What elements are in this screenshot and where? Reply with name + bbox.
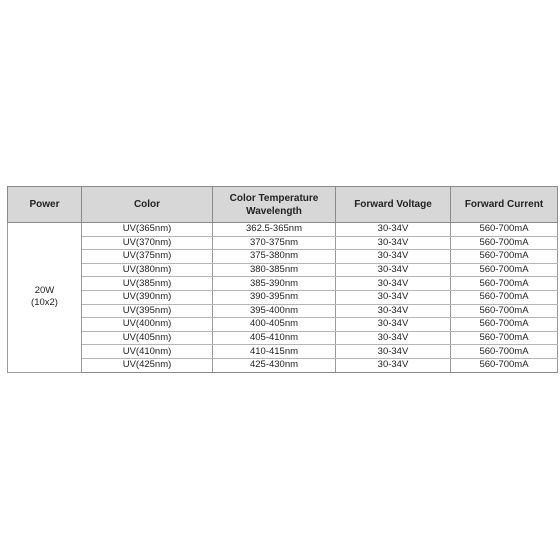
header-wavelength-line1: Color Temperature <box>229 192 319 204</box>
current-cell: 560-700mA <box>451 263 558 277</box>
table-row <box>8 277 558 291</box>
color-cell: UV(425nm) <box>82 358 213 372</box>
header-wavelength-line2: Wavelength <box>246 205 302 217</box>
current-cell: 560-700mA <box>451 290 558 304</box>
current-cell: 560-700mA <box>451 318 558 332</box>
color-cell: UV(370nm) <box>82 236 213 250</box>
wavelength-cell: 362.5-365nm <box>213 223 336 237</box>
color-cell: UV(390nm) <box>82 290 213 304</box>
wavelength-cell: 400-405nm <box>213 318 336 332</box>
power-value: 20W <box>34 285 55 297</box>
header-current: Forward Current <box>451 187 558 223</box>
wavelength-cell: 395-400nm <box>213 304 336 318</box>
voltage-cell: 30-34V <box>336 236 451 250</box>
wavelength-cell: 375-380nm <box>213 250 336 264</box>
voltage-cell: 30-34V <box>336 290 451 304</box>
spec-table <box>7 186 558 373</box>
current-cell: 560-700mA <box>451 358 558 372</box>
color-cell: UV(365nm) <box>82 223 213 237</box>
voltage-cell: 30-34V <box>336 223 451 237</box>
color-cell: UV(395nm) <box>82 304 213 318</box>
power-config: (10x2) <box>31 297 58 309</box>
table-row <box>8 250 558 264</box>
wavelength-cell: 390-395nm <box>213 290 336 304</box>
voltage-cell: 30-34V <box>336 318 451 332</box>
current-cell: 560-700mA <box>451 345 558 359</box>
color-cell: UV(380nm) <box>82 263 213 277</box>
color-cell: UV(410nm) <box>82 345 213 359</box>
voltage-cell: 30-34V <box>336 263 451 277</box>
wavelength-cell: 410-415nm <box>213 345 336 359</box>
voltage-cell: 30-34V <box>336 304 451 318</box>
power-cell <box>8 223 82 373</box>
table-row <box>8 290 558 304</box>
header-wavelength <box>213 187 336 223</box>
color-cell: UV(385nm) <box>82 277 213 291</box>
table-row <box>8 236 558 250</box>
current-cell: 560-700mA <box>451 331 558 345</box>
header-color: Color <box>82 187 213 223</box>
current-cell: 560-700mA <box>451 223 558 237</box>
table-row <box>8 304 558 318</box>
table-row <box>8 331 558 345</box>
color-cell: UV(375nm) <box>82 250 213 264</box>
current-cell: 560-700mA <box>451 250 558 264</box>
table-row <box>8 318 558 332</box>
table-row <box>8 263 558 277</box>
voltage-cell: 30-34V <box>336 331 451 345</box>
header-power: Power <box>8 187 82 223</box>
wavelength-cell: 370-375nm <box>213 236 336 250</box>
voltage-cell: 30-34V <box>336 277 451 291</box>
color-cell: UV(405nm) <box>82 331 213 345</box>
voltage-cell: 30-34V <box>336 345 451 359</box>
wavelength-cell: 405-410nm <box>213 331 336 345</box>
header-voltage: Forward Voltage <box>336 187 451 223</box>
wavelength-cell: 385-390nm <box>213 277 336 291</box>
voltage-cell: 30-34V <box>336 358 451 372</box>
table-row <box>8 223 558 237</box>
table-body <box>8 223 558 373</box>
header-row <box>8 187 558 223</box>
table-row <box>8 358 558 372</box>
current-cell: 560-700mA <box>451 236 558 250</box>
voltage-cell: 30-34V <box>336 250 451 264</box>
table-row <box>8 345 558 359</box>
current-cell: 560-700mA <box>451 304 558 318</box>
wavelength-cell: 380-385nm <box>213 263 336 277</box>
current-cell: 560-700mA <box>451 277 558 291</box>
color-cell: UV(400nm) <box>82 318 213 332</box>
wavelength-cell: 425-430nm <box>213 358 336 372</box>
